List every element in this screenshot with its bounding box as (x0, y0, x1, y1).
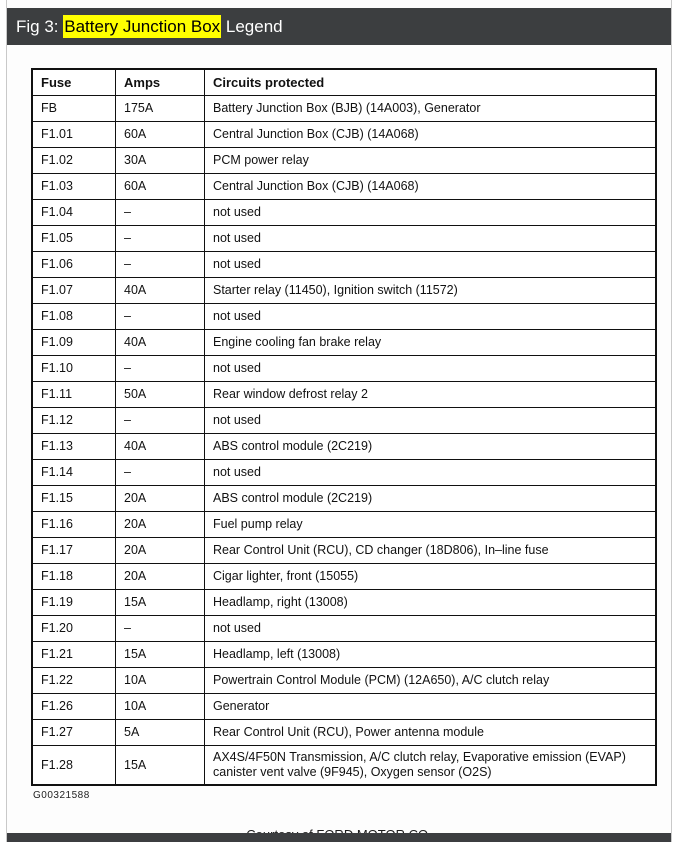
circuits-cell: Generator (205, 694, 657, 720)
table-row (32, 616, 656, 642)
circuits-cell: not used (205, 460, 657, 486)
amps-cell: – (116, 356, 205, 382)
table-row (32, 122, 656, 148)
amps-cell: 40A (116, 434, 205, 460)
circuits-cell: not used (205, 252, 657, 278)
amps-cell: 40A (116, 278, 205, 304)
fuse-cell: F1.16 (32, 512, 116, 538)
circuits-cell: Rear Control Unit (RCU), Power antenna module (205, 720, 657, 746)
figure-title-bar (7, 8, 671, 45)
amps-cell: 50A (116, 382, 205, 408)
column-header-circuits: Circuits protected (205, 69, 657, 96)
circuits-cell: Headlamp, right (13008) (205, 590, 657, 616)
table-row (32, 174, 656, 200)
circuits-cell: Fuel pump relay (205, 512, 657, 538)
fuse-cell: F1.01 (32, 122, 116, 148)
fuse-cell: F1.17 (32, 538, 116, 564)
fuse-cell: F1.04 (32, 200, 116, 226)
circuits-cell: Starter relay (11450), Ignition switch (11572) (205, 278, 657, 304)
amps-cell: 15A (116, 590, 205, 616)
column-header-amps: Amps (116, 69, 205, 96)
circuits-cell: ABS control module (2C219) (205, 486, 657, 512)
fuse-cell: F1.26 (32, 694, 116, 720)
fuse-cell: F1.22 (32, 668, 116, 694)
table-row (32, 356, 656, 382)
table-row (32, 148, 656, 174)
table-row (32, 746, 656, 786)
amps-cell: 15A (116, 642, 205, 668)
circuits-cell: Rear Control Unit (RCU), CD changer (18D806), In–line fuse (205, 538, 657, 564)
fuse-cell: F1.02 (32, 148, 116, 174)
amps-cell: 10A (116, 668, 205, 694)
circuits-cell: Cigar lighter, front (15055) (205, 564, 657, 590)
table-header-row (32, 69, 656, 96)
figure-title-prefix: Fig 3: (16, 17, 64, 36)
fuse-cell: F1.27 (32, 720, 116, 746)
table-row (32, 694, 656, 720)
fuse-cell: F1.06 (32, 252, 116, 278)
amps-cell: 10A (116, 694, 205, 720)
amps-cell: 30A (116, 148, 205, 174)
table-row (32, 590, 656, 616)
amps-cell: 5A (116, 720, 205, 746)
circuits-cell: Powertrain Control Module (PCM) (12A650), A/C clutch relay (205, 668, 657, 694)
circuits-cell: not used (205, 616, 657, 642)
amps-cell: 60A (116, 174, 205, 200)
circuits-cell: not used (205, 408, 657, 434)
circuits-cell: ABS control module (2C219) (205, 434, 657, 460)
table-row (32, 278, 656, 304)
table-row (32, 200, 656, 226)
table-row (32, 226, 656, 252)
fuse-legend-table (31, 68, 657, 786)
table-row (32, 96, 656, 122)
fuse-cell: F1.28 (32, 746, 116, 786)
circuits-cell: Central Junction Box (CJB) (14A068) (205, 174, 657, 200)
circuits-cell: not used (205, 200, 657, 226)
fuse-table-body (32, 96, 656, 786)
circuits-cell: Rear window defrost relay 2 (205, 382, 657, 408)
amps-cell: – (116, 304, 205, 330)
fuse-cell: F1.08 (32, 304, 116, 330)
table-row (32, 668, 656, 694)
circuits-cell: Battery Junction Box (BJB) (14A003), Generator (205, 96, 657, 122)
table-row (32, 382, 656, 408)
fuse-cell: F1.21 (32, 642, 116, 668)
table-row (32, 304, 656, 330)
fuse-cell: F1.19 (32, 590, 116, 616)
amps-cell: 40A (116, 330, 205, 356)
amps-cell: 20A (116, 512, 205, 538)
circuits-cell: PCM power relay (205, 148, 657, 174)
fuse-cell: F1.05 (32, 226, 116, 252)
table-row (32, 538, 656, 564)
fuse-cell: F1.20 (32, 616, 116, 642)
table-row (32, 460, 656, 486)
amps-cell: – (116, 408, 205, 434)
amps-cell: – (116, 460, 205, 486)
fuse-cell: F1.09 (32, 330, 116, 356)
amps-cell: – (116, 616, 205, 642)
fuse-cell: F1.18 (32, 564, 116, 590)
figure-title-highlight: Battery Junction Box (64, 17, 221, 36)
amps-cell: 20A (116, 564, 205, 590)
amps-cell: 20A (116, 486, 205, 512)
column-header-fuse: Fuse (32, 69, 116, 96)
fuse-cell: F1.12 (32, 408, 116, 434)
table-row (32, 720, 656, 746)
document-page (6, 0, 672, 842)
amps-cell: 20A (116, 538, 205, 564)
fuse-cell: F1.15 (32, 486, 116, 512)
circuits-cell: not used (205, 226, 657, 252)
fuse-cell: F1.07 (32, 278, 116, 304)
fuse-cell: FB (32, 96, 116, 122)
table-row (32, 252, 656, 278)
fuse-cell: F1.13 (32, 434, 116, 460)
table-row (32, 330, 656, 356)
circuits-cell: Central Junction Box (CJB) (14A068) (205, 122, 657, 148)
fuse-cell: F1.03 (32, 174, 116, 200)
fuse-cell: F1.11 (32, 382, 116, 408)
fuse-cell: F1.14 (32, 460, 116, 486)
circuits-cell: Headlamp, left (13008) (205, 642, 657, 668)
table-row (32, 512, 656, 538)
figure-title-suffix: Legend (221, 17, 283, 36)
amps-cell: – (116, 200, 205, 226)
amps-cell: – (116, 226, 205, 252)
table-row (32, 434, 656, 460)
amps-cell: 15A (116, 746, 205, 786)
figure-id: G00321588 (33, 790, 90, 801)
bottom-bar (7, 833, 671, 842)
amps-cell: – (116, 252, 205, 278)
fuse-cell: F1.10 (32, 356, 116, 382)
table-row (32, 564, 656, 590)
amps-cell: 60A (116, 122, 205, 148)
amps-cell: 175A (116, 96, 205, 122)
circuits-cell: not used (205, 304, 657, 330)
table-row (32, 486, 656, 512)
circuits-cell: not used (205, 356, 657, 382)
circuits-cell: Engine cooling fan brake relay (205, 330, 657, 356)
circuits-cell: AX4S/4F50N Transmission, A/C clutch relay, Evaporative emission (EVAP) canister vent valve (9F945), Oxygen sensor (O2S) (205, 746, 657, 786)
table-row (32, 408, 656, 434)
table-row (32, 642, 656, 668)
